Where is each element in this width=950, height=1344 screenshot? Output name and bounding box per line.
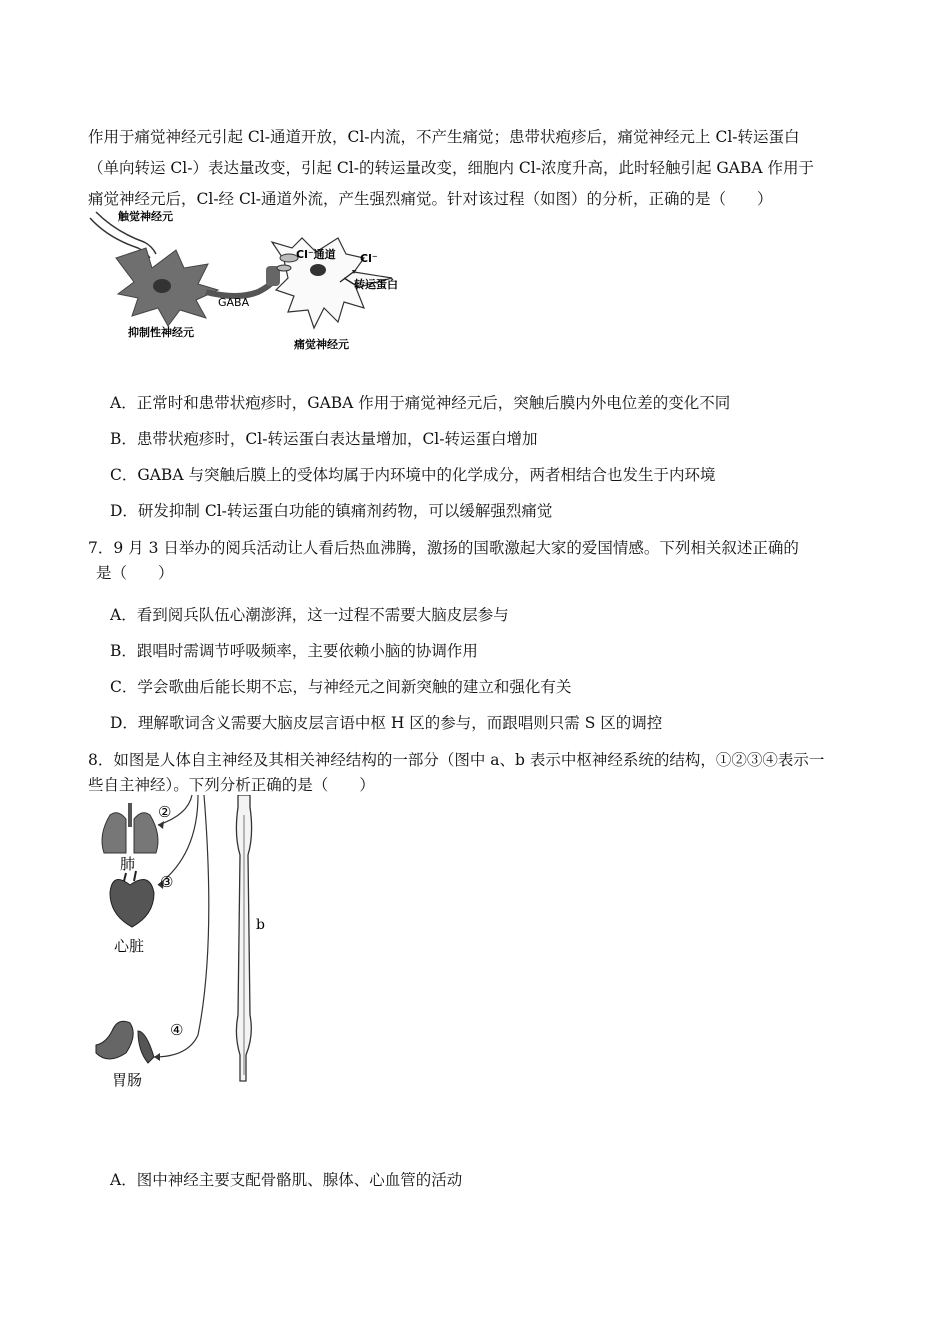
q8-stem-line-1: 8．如图是人体自主神经及其相关神经结构的一部分（图中 a、b 表示中枢神经系统的结构，①②③④表示一: [88, 751, 825, 769]
q6-stem-line-1: 作用于痛觉神经元引起 Cl-通道开放，Cl-内流，不产生痛觉；患带状疱疹后，痛觉神经元上 Cl-转运蛋白: [88, 128, 800, 146]
q7-option-d: D．理解歌词含义需要大脑皮层言语中枢 H 区的参与，而跟唱则只需 S 区的调控: [110, 714, 663, 732]
pain-neuron-nucleus: [310, 264, 326, 276]
touch-neuron-label: 触觉神经元: [118, 210, 173, 223]
q7-option-b: B．跟唱时需调节呼吸频率，主要依赖小脑的协调作用: [110, 642, 478, 660]
q6-option-d: D．研发抑制 Cl-转运蛋白功能的镇痛剂药物，可以缓解强烈痛觉: [110, 502, 553, 520]
cl-channel-label: Cl⁻通道: [296, 248, 336, 261]
q7-stem-line-1: 7．9 月 3 日举办的阅兵活动让人看后热血沸腾，激扬的国歌激起大家的爱国情感。下列相关叙述正确的: [88, 539, 799, 557]
q7-option-a: A．看到阅兵队伍心潮澎湃，这一过程不需要大脑皮层参与: [110, 606, 509, 624]
nerve-4-label: ④: [170, 1021, 184, 1039]
q6-option-c: C．GABA 与突触后膜上的受体均属于内环境中的化学成分，两者相结合也发生于内环境: [110, 466, 716, 484]
q6-option-b: B．患带状疱疹时，Cl-转运蛋白表达量增加，Cl-转运蛋白增加: [110, 430, 538, 448]
q7-stem-line-2: 是（ ）: [96, 564, 174, 582]
stomach-icon: [96, 1021, 154, 1063]
stomach-label: 胃肠: [112, 1071, 143, 1089]
autonomic-nerve-figure: [88, 795, 288, 1095]
q6-stem-line-3: 痛觉神经元后，Cl-经 Cl-通道外流，产生强烈痛觉。针对该过程（如图）的分析，正确的是（ ）: [88, 190, 773, 208]
q6-stem-line-2: （单向转运 Cl-）表达量改变，引起 Cl-的转运量改变，细胞内 Cl-浓度升高，此时轻触引起 GABA 作用于: [88, 159, 814, 177]
nerve-3-label: ③: [160, 873, 174, 891]
heart-label: 心脏: [114, 937, 145, 955]
label-b: b: [256, 917, 265, 933]
heart-icon: [110, 871, 154, 927]
transporter-label: 转运蛋白: [354, 278, 398, 291]
neuron-synapse-figure: [88, 208, 418, 358]
inhibitory-neuron-nucleus: [153, 279, 171, 293]
q8-stem-line-2: 些自主神经）。下列分析正确的是（ ）: [88, 776, 375, 794]
gaba-label: GABA: [218, 296, 250, 309]
pain-neuron-label: 痛觉神经元: [294, 338, 349, 351]
lung-label: 肺: [120, 855, 136, 873]
q8-option-a: A．图中神经主要支配骨骼肌、腺体、心血管的活动: [110, 1171, 463, 1189]
nerve-2-label: ②: [158, 803, 172, 821]
q6-option-a: A．正常时和患带状疱疹时，GABA 作用于痛觉神经元后，突触后膜内外电位差的变化不同: [110, 394, 731, 412]
lung-icon: [102, 803, 158, 853]
cl-ion-label: Cl⁻: [360, 252, 378, 265]
inhibitory-neuron-label: 抑制性神经元: [128, 326, 194, 339]
q7-option-c: C．学会歌曲后能长期不忘，与神经元之间新突触的建立和强化有关: [110, 678, 572, 696]
